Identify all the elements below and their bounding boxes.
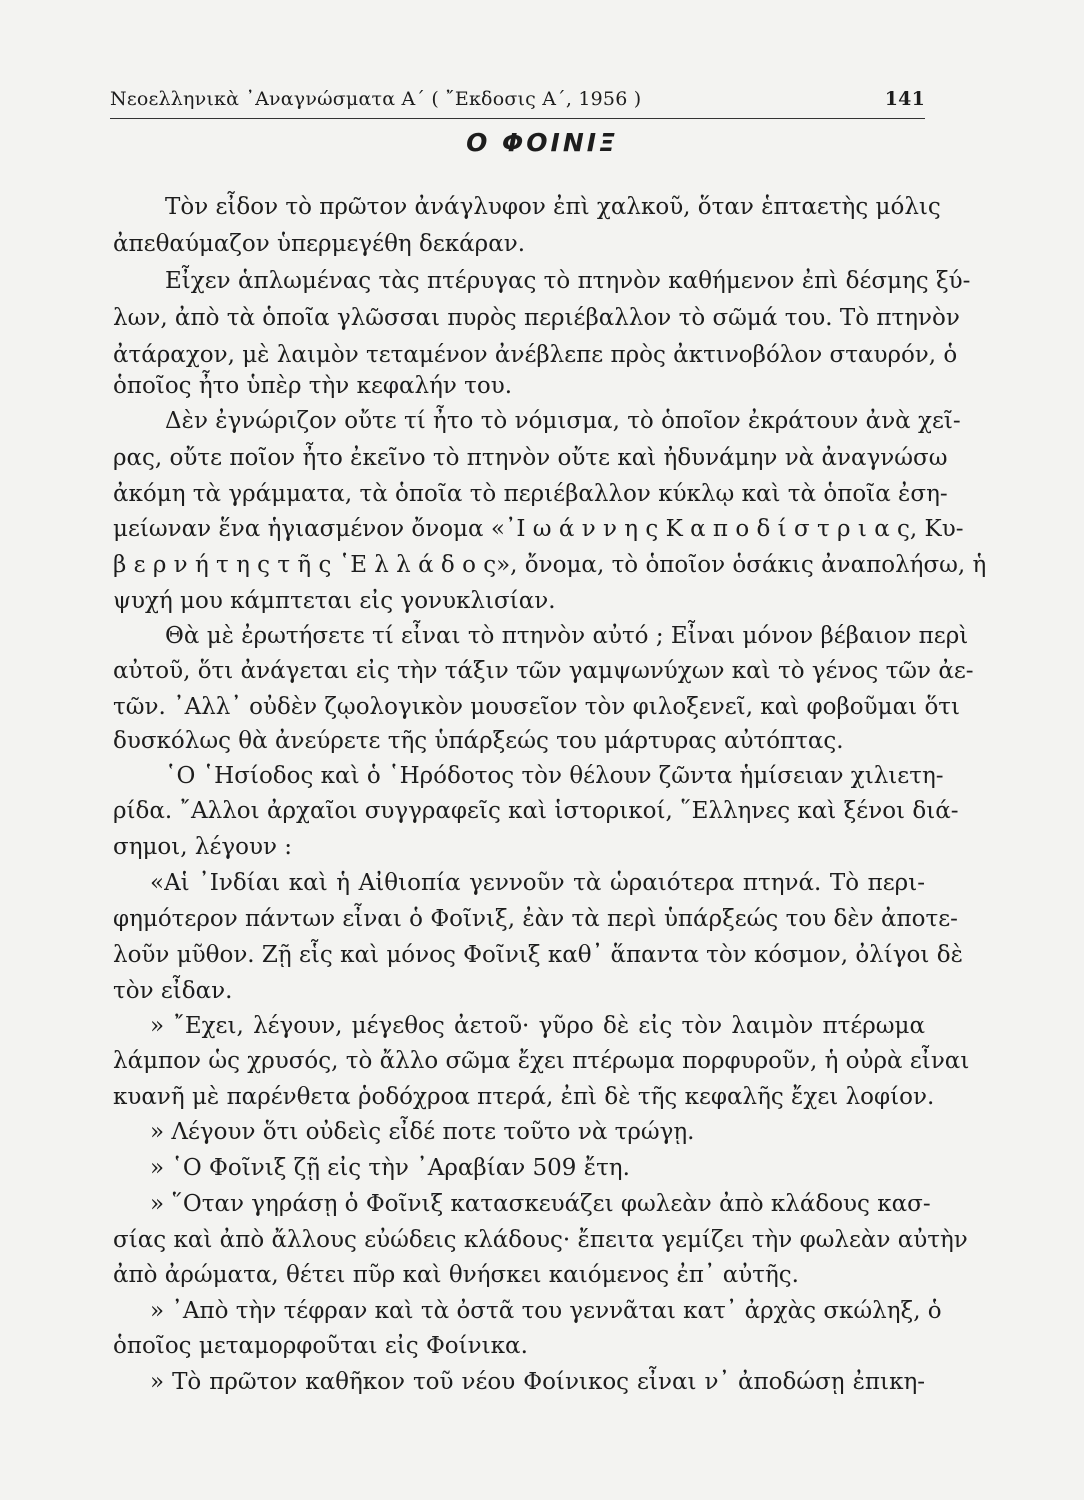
text-line: κυανῆ μὲ παρένθετα ῥοδόχροα πτερά, ἐπὶ δὲ τῆς κεφαλῆς ἔχει λοφίον.	[113, 1084, 935, 1110]
text-line: Τὸν εἶδον τὸ πρῶτον ἀνάγλυφον ἐπὶ χαλκοῦ, ὅταν ἑπταετὴς μόλις	[165, 194, 941, 220]
text-line: ἀπεθαύμαζον ὑπερμεγέθη δεκάραν.	[113, 231, 526, 257]
running-title: Νεοελληνικὰ ᾿Αναγνώσματα Α΄ ( ῎Εκδοσις Α΄, 1956 )	[110, 88, 642, 110]
text-line: » ᾿Απὸ τὴν τέφραν καὶ τὰ ὀστᾶ του γεννᾶται κατ᾿ ἀρχὰς σκώληξ, ὁ	[150, 1298, 942, 1324]
text-line: «Αἱ ᾿Ινδίαι καὶ ἡ Αἰθιοπία γεννοῦν τὰ ὡραιότερα πτηνά. Τὸ περι-	[150, 870, 925, 896]
text-line: λοῦν μῦθον. Ζῇ εἷς καὶ μόνος Φοῖνιξ καθ᾿ ἅπαντα τὸν κόσμον, ὀλίγοι δὲ	[113, 942, 963, 968]
text-line: ῾Ο ῾Ησίοδος καὶ ὁ ῾Ηρόδοτος τὸν θέλουν ζῶντα ἡμίσειαν χιλιετη-	[165, 763, 944, 789]
text-line: » Τὸ πρῶτον καθῆκον τοῦ νέου Φοίνικος εἶναι ν᾿ ἀποδώσῃ ἐπικη-	[150, 1369, 925, 1395]
text-line: μείωναν ἕνα ἡγιασμένον ὄνομα «᾿Ι ω ά ν ν η ς Κ α π ο δ ί σ τ ρ ι α ς, Κυ-	[113, 516, 964, 542]
text-line: σίας καὶ ἀπὸ ἄλλους εὐώδεις κλάδους· ἔπειτα γεμίζει τὴν φωλεὰν αὐτὴν	[113, 1227, 968, 1253]
text-line: λων, ἀπὸ τὰ ὁποῖα γλῶσσαι πυρὸς περιέβαλλον τὸ σῶμά του. Τὸ πτηνὸν	[113, 305, 960, 331]
text-line: ἀπὸ ἀρώματα, θέτει πῦρ καὶ θνήσκει καιόμενος ἐπ᾿ αὐτῆς.	[113, 1262, 799, 1288]
text-line: ὁποῖος ἦτο ὑπὲρ τὴν κεφαλήν του.	[113, 373, 513, 399]
page-number: 141	[884, 88, 925, 110]
text-line: ἀκόμη τὰ γράμματα, τὰ ὁποῖα τὸ περιέβαλλον κύκλῳ καὶ τὰ ὁποῖα ἐση-	[113, 481, 948, 507]
text-line: αὐτοῦ, ὅτι ἀνάγεται εἰς τὴν τάξιν τῶν γαμψωνύχων καὶ τὸ γένος τῶν ἀε-	[113, 658, 974, 684]
text-line: φημότερον πάντων εἶναι ὁ Φοῖνιξ, ἐὰν τὰ περὶ ὑπάρξεώς του δὲν ἀποτε-	[113, 906, 958, 932]
text-line: » ῾Ο Φοῖνιξ ζῇ εἰς τὴν ᾿Αραβίαν 509 ἔτη.	[150, 1155, 630, 1181]
text-line: » ῞Οταν γηράσῃ ὁ Φοῖνιξ κατασκευάζει φωλεὰν ἀπὸ κλάδους κασ-	[150, 1191, 931, 1217]
text-line: Δὲν ἐγνώριζον οὔτε τί ἦτο τὸ νόμισμα, τὸ ὁποῖον ἐκράτουν ἀνὰ χεῖ-	[165, 408, 961, 434]
text-line: Θὰ μὲ ἐρωτήσετε τί εἶναι τὸ πτηνὸν αὐτό ; Εἶναι μόνον βέβαιον περὶ	[165, 623, 969, 649]
text-line: ρας, οὔτε ποῖον ἦτο ἐκεῖνο τὸ πτηνὸν οὔτε καὶ ἠδυνάμην νὰ ἀναγνώσω	[113, 445, 948, 471]
text-line: τὸν εἶδαν.	[113, 978, 233, 1004]
text-line: λάμπον ὡς χρυσός, τὸ ἄλλο σῶμα ἔχει πτέρωμα πορφυροῦν, ἡ οὐρὰ εἶναι	[113, 1048, 970, 1074]
running-header	[110, 88, 925, 114]
text-line: ἀτάραχον, μὲ λαιμὸν τεταμένον ἀνέβλεπε πρὸς ἀκτινοβόλον σταυρόν, ὁ	[113, 342, 958, 368]
text-line: ψυχή μου κάμπτεται εἰς γονυκλισίαν.	[113, 588, 556, 614]
header-rule	[110, 118, 925, 119]
text-line: σημοι, λέγουν :	[113, 834, 293, 860]
text-line: » Λέγουν ὅτι οὐδεὶς εἶδέ ποτε τοῦτο νὰ τρώγῃ.	[150, 1119, 695, 1145]
text-line: Εἶχεν ἁπλωμένας τὰς πτέρυγας τὸ πτηνὸν καθήμενον ἐπὶ δέσμης ξύ-	[165, 268, 971, 294]
text-line: β ε ρ ν ή τ η ς τ ῆ ς ῾Ε λ λ ά δ ο ς», ὄνομα, τὸ ὁποῖον ὁσάκις ἀναπολήσω, ἡ	[113, 552, 987, 578]
text-line: » ῎Εχει, λέγουν, μέγεθος ἀετοῦ· γῦρο δὲ εἰς τὸν λαιμὸν πτέρωμα	[150, 1013, 925, 1039]
text-line: ὁποῖος μεταμορφοῦται εἰς Φοίνικα.	[113, 1333, 528, 1359]
text-line: δυσκόλως θὰ ἀνεύρετε τῆς ὑπάρξεώς του μάρτυρας αὐτόπτας.	[113, 728, 844, 754]
chapter-title: Ο ΦΟΙΝΙΞ	[466, 128, 618, 157]
text-line: ρίδα. ῎Αλλοι ἀρχαῖοι συγγραφεῖς καὶ ἱστορικοί, ῞Ελληνες καὶ ξένοι διά-	[113, 798, 959, 824]
text-line: τῶν. ᾿Αλλ᾿ οὐδὲν ζῳολογικὸν μουσεῖον τὸν φιλοξενεῖ, καὶ φοβοῦμαι ὅτι	[113, 694, 961, 720]
